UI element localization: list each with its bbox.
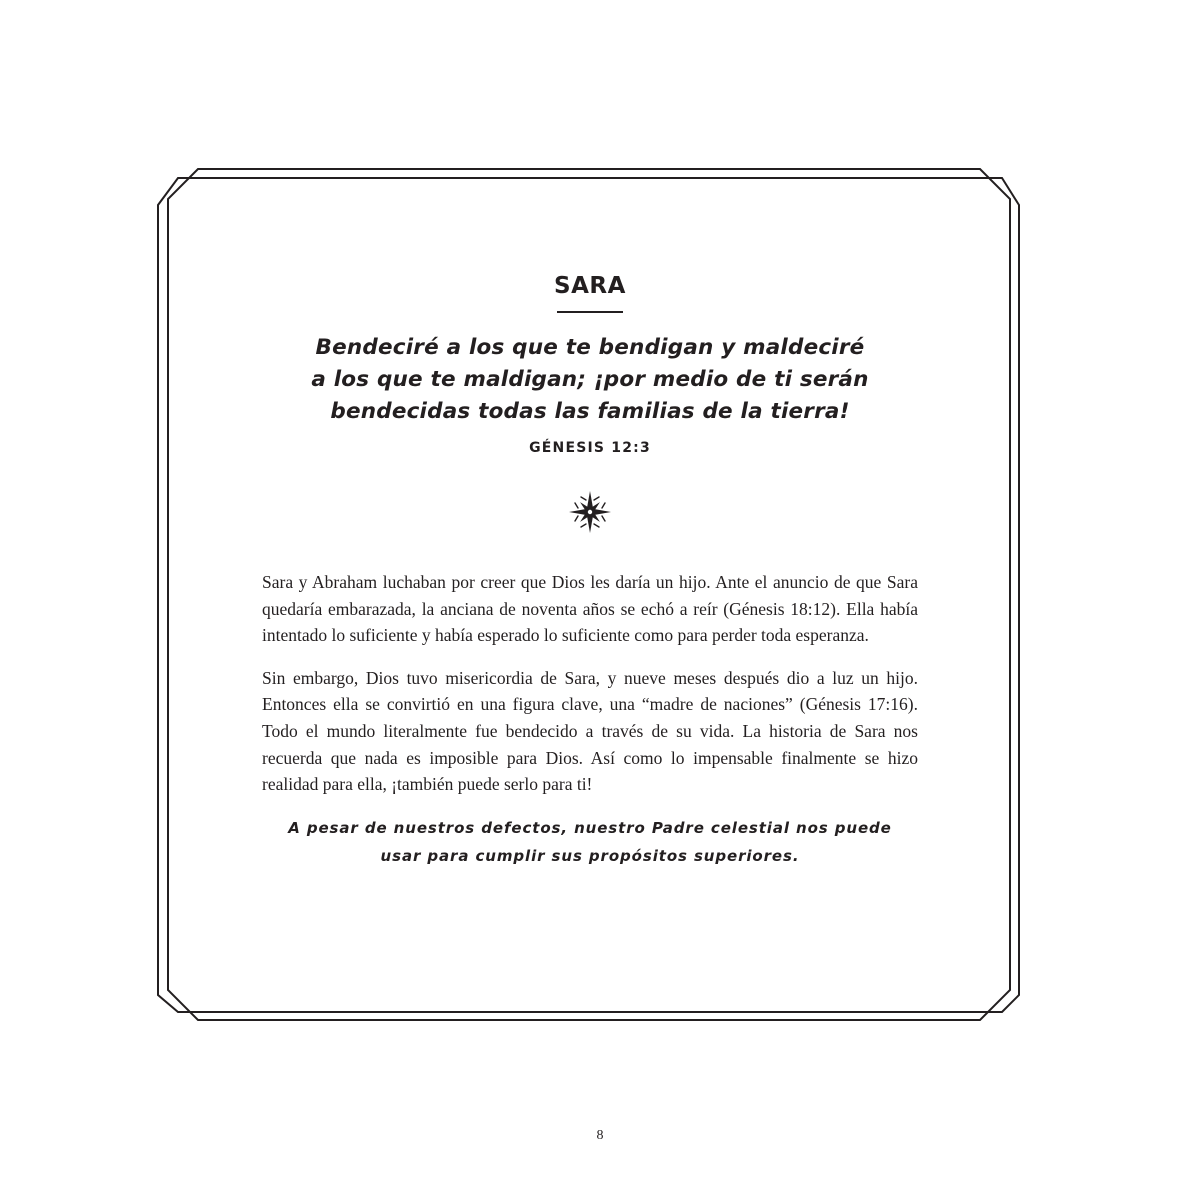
closing-line: A pesar de nuestros defectos, nuestro Padre celestial nos puede: [288, 818, 892, 837]
body-paragraph: Sara y Abraham luchaban por creer que Dios les daría un hijo. Ante el anuncio de que Sara quedaría embarazada, la anciana de noventa años se echó a reír (Génesis 18:12). Ella había intentado lo suficiente y había esperado lo suficiente como para perder toda esperanza.: [262, 572, 918, 646]
closing-line: usar para cumplir sus propósitos superiores.: [380, 846, 800, 865]
body-paragraph: Sin embargo, Dios tuvo misericordia de Sara, y nueve meses después dio a luz un hijo. Entonces ella se convirtió en una figura clave, una “madre de naciones” (Génesis 17:16). Todo el mundo literalmente fue bendecido a través de su vida. La historia de Sara nos recuerda que nada es imposible para Dios. Así como lo impensable finalmente se hizo realidad para ella, ¡también puede serlo para ti!: [262, 667, 918, 795]
title-underline: [557, 311, 623, 313]
page-number: 8: [596, 1128, 604, 1143]
closing-statement: [262, 814, 918, 870]
devotional-content: [262, 270, 918, 870]
scripture-verse: [262, 332, 918, 428]
verse-reference: GÉNESIS 12:3: [529, 440, 651, 456]
verse-line: Bendeciré a los que te bendigan y maldeciré: [315, 335, 865, 360]
page-title: SARA: [554, 273, 626, 299]
verse-line: bendecidas todas las familias de la tierra!: [330, 399, 850, 424]
verse-line: a los que te maldigan; ¡por medio de ti serán: [311, 367, 869, 392]
compass-star-ornament-icon: [568, 490, 612, 534]
